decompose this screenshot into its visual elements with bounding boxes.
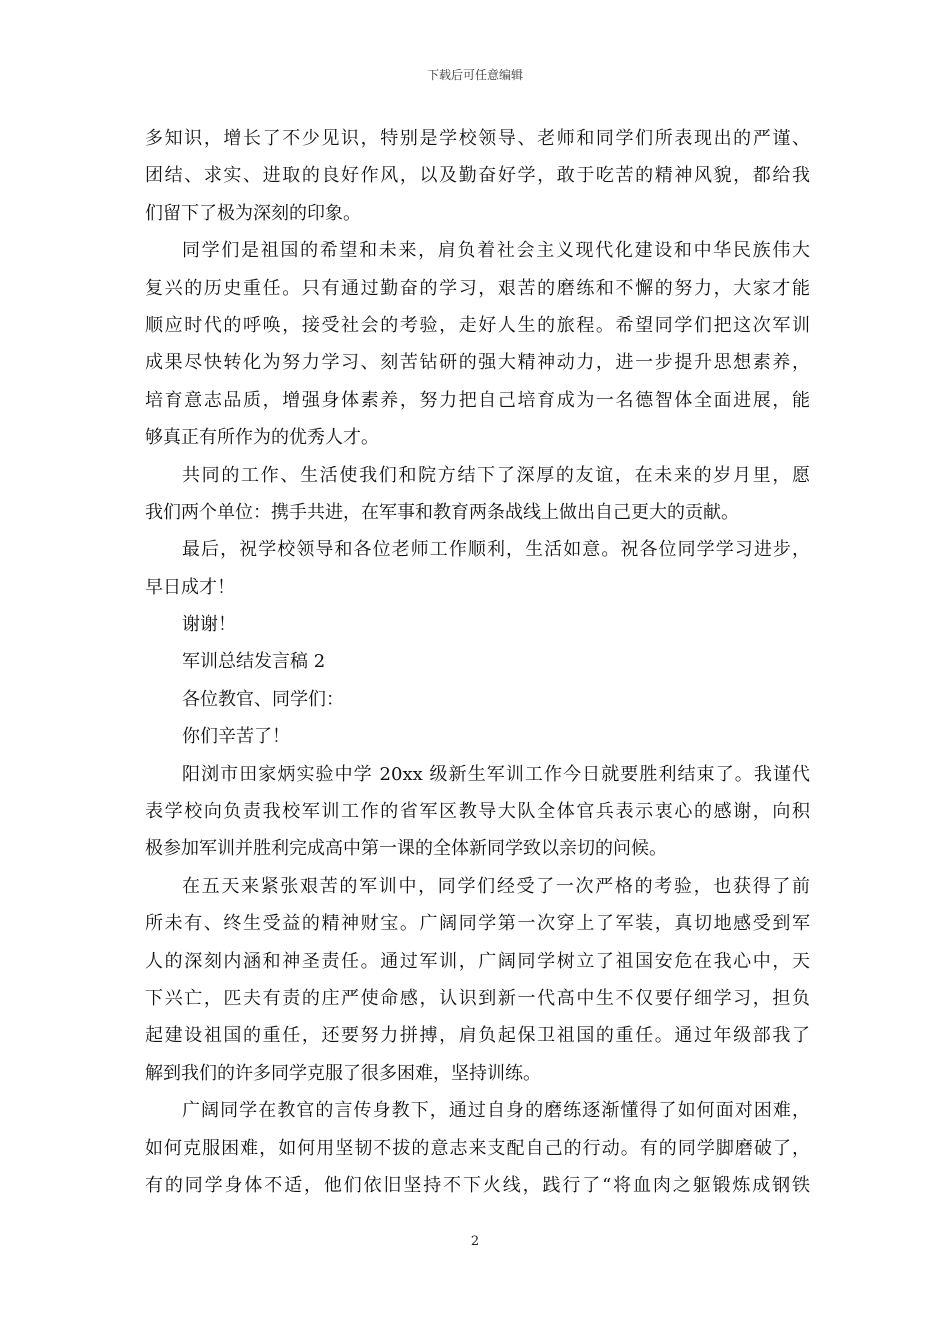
text-line: 如何克服困难，如何用坚韧不拔的意志来支配自己的行动。有的同学脚磨破了， bbox=[145, 1137, 810, 1159]
text-line: 共同的工作、生活使我们和院方结下了深厚的友谊，在未来的岁月里，愿 bbox=[182, 464, 810, 486]
text-line: 多知识，增长了不少见识，特别是学校领导、老师和同学们所表现出的严谨、 bbox=[145, 128, 810, 149]
text-line: 阳浏市田家炳实验中学 20xx 级新生军训工作今日就要胜利结束了。我谨代 bbox=[182, 763, 810, 785]
text-line: 下兴亡，匹夫有责的庄严使命感，认识到新一代高中生不仅要仔细学习，担负 bbox=[145, 987, 810, 1009]
text-line: 表学校向负责我校军训工作的省军区教导大队全体官兵表示衷心的感谢，向积 bbox=[145, 801, 810, 823]
text-line: 培育意志品质，增强身体素养，努力把自己培育成为一名德智体全面进展，能 bbox=[145, 389, 810, 411]
text-line: 起建设祖国的重任，还要努力拼搏，肩负起保卫祖国的重任。通过年级部我了 bbox=[145, 1025, 810, 1047]
page-number: 2 bbox=[470, 1234, 480, 1249]
text-line: 在五天来紧张艰苦的军训中，同学们经受了一次严格的考验，也获得了前 bbox=[182, 875, 810, 897]
text-line: 所未有、终生受益的精神财宝。广阔同学第一次穿上了军装，真切地感受到军 bbox=[145, 913, 810, 935]
text-line: 谢谢！ bbox=[182, 614, 236, 636]
text-line: 解到我们的许多同学克服了很多困难，坚持训练。 bbox=[145, 1062, 541, 1084]
text-line: 成果尽快转化为努力学习、刻苦钻研的强大精神动力，进一步提升思想素养， bbox=[145, 352, 810, 374]
text-line: 我们两个单位：携手共进，在军事和教育两条战线上做出自己更大的贡献。 bbox=[145, 501, 739, 523]
page-header: 下载后可任意编辑 bbox=[426, 68, 523, 82]
text-line: 人的深刻内涵和神圣责任。通过军训，广阔同学树立了祖国安危在我心中，天 bbox=[145, 950, 810, 972]
text-line: 早日成才！ bbox=[145, 576, 235, 598]
text-line: 有的同学身体不适，他们依旧坚持不下火线，践行了“将血肉之躯锻炼成钢铁 bbox=[145, 1174, 810, 1196]
text-line: 团结、求实、进取的良好作风，以及勤奋好学，敢于吃苦的精神风貌，都给我 bbox=[145, 165, 810, 187]
text-line: 够真正有所作为的优秀人才。 bbox=[145, 427, 379, 449]
text-line: 极参加军训并胜利完成高中第一课的全体新同学致以亲切的问候。 bbox=[145, 838, 667, 860]
body-text bbox=[145, 120, 810, 1204]
text-line: 同学们是祖国的希望和未来，肩负着社会主义现代化建设和中华民族伟大 bbox=[182, 240, 810, 262]
text-line: 最后，祝学校领导和各位老师工作顺利，生活如意。祝各位同学学习进步， bbox=[182, 539, 810, 561]
text-line: 你们辛苦了！ bbox=[182, 726, 290, 748]
text-line: 复兴的历史重任。只有通过勤奋的学习，艰苦的磨练和不懈的努力，大家才能 bbox=[145, 277, 810, 299]
section-heading: 军训总结发言稿 2 bbox=[182, 651, 326, 673]
text-line: 各位教官、同学们： bbox=[182, 688, 344, 710]
text-line: 广阔同学在教官的言传身教下，通过自身的磨练逐渐懂得了如何面对困难， bbox=[182, 1100, 810, 1122]
text-line: 们留下了极为深刻的印象。 bbox=[145, 202, 361, 224]
text-line: 顺应时代的呼唤，接受社会的考验，走好人生的旅程。希望同学们把这次军训 bbox=[145, 314, 810, 336]
